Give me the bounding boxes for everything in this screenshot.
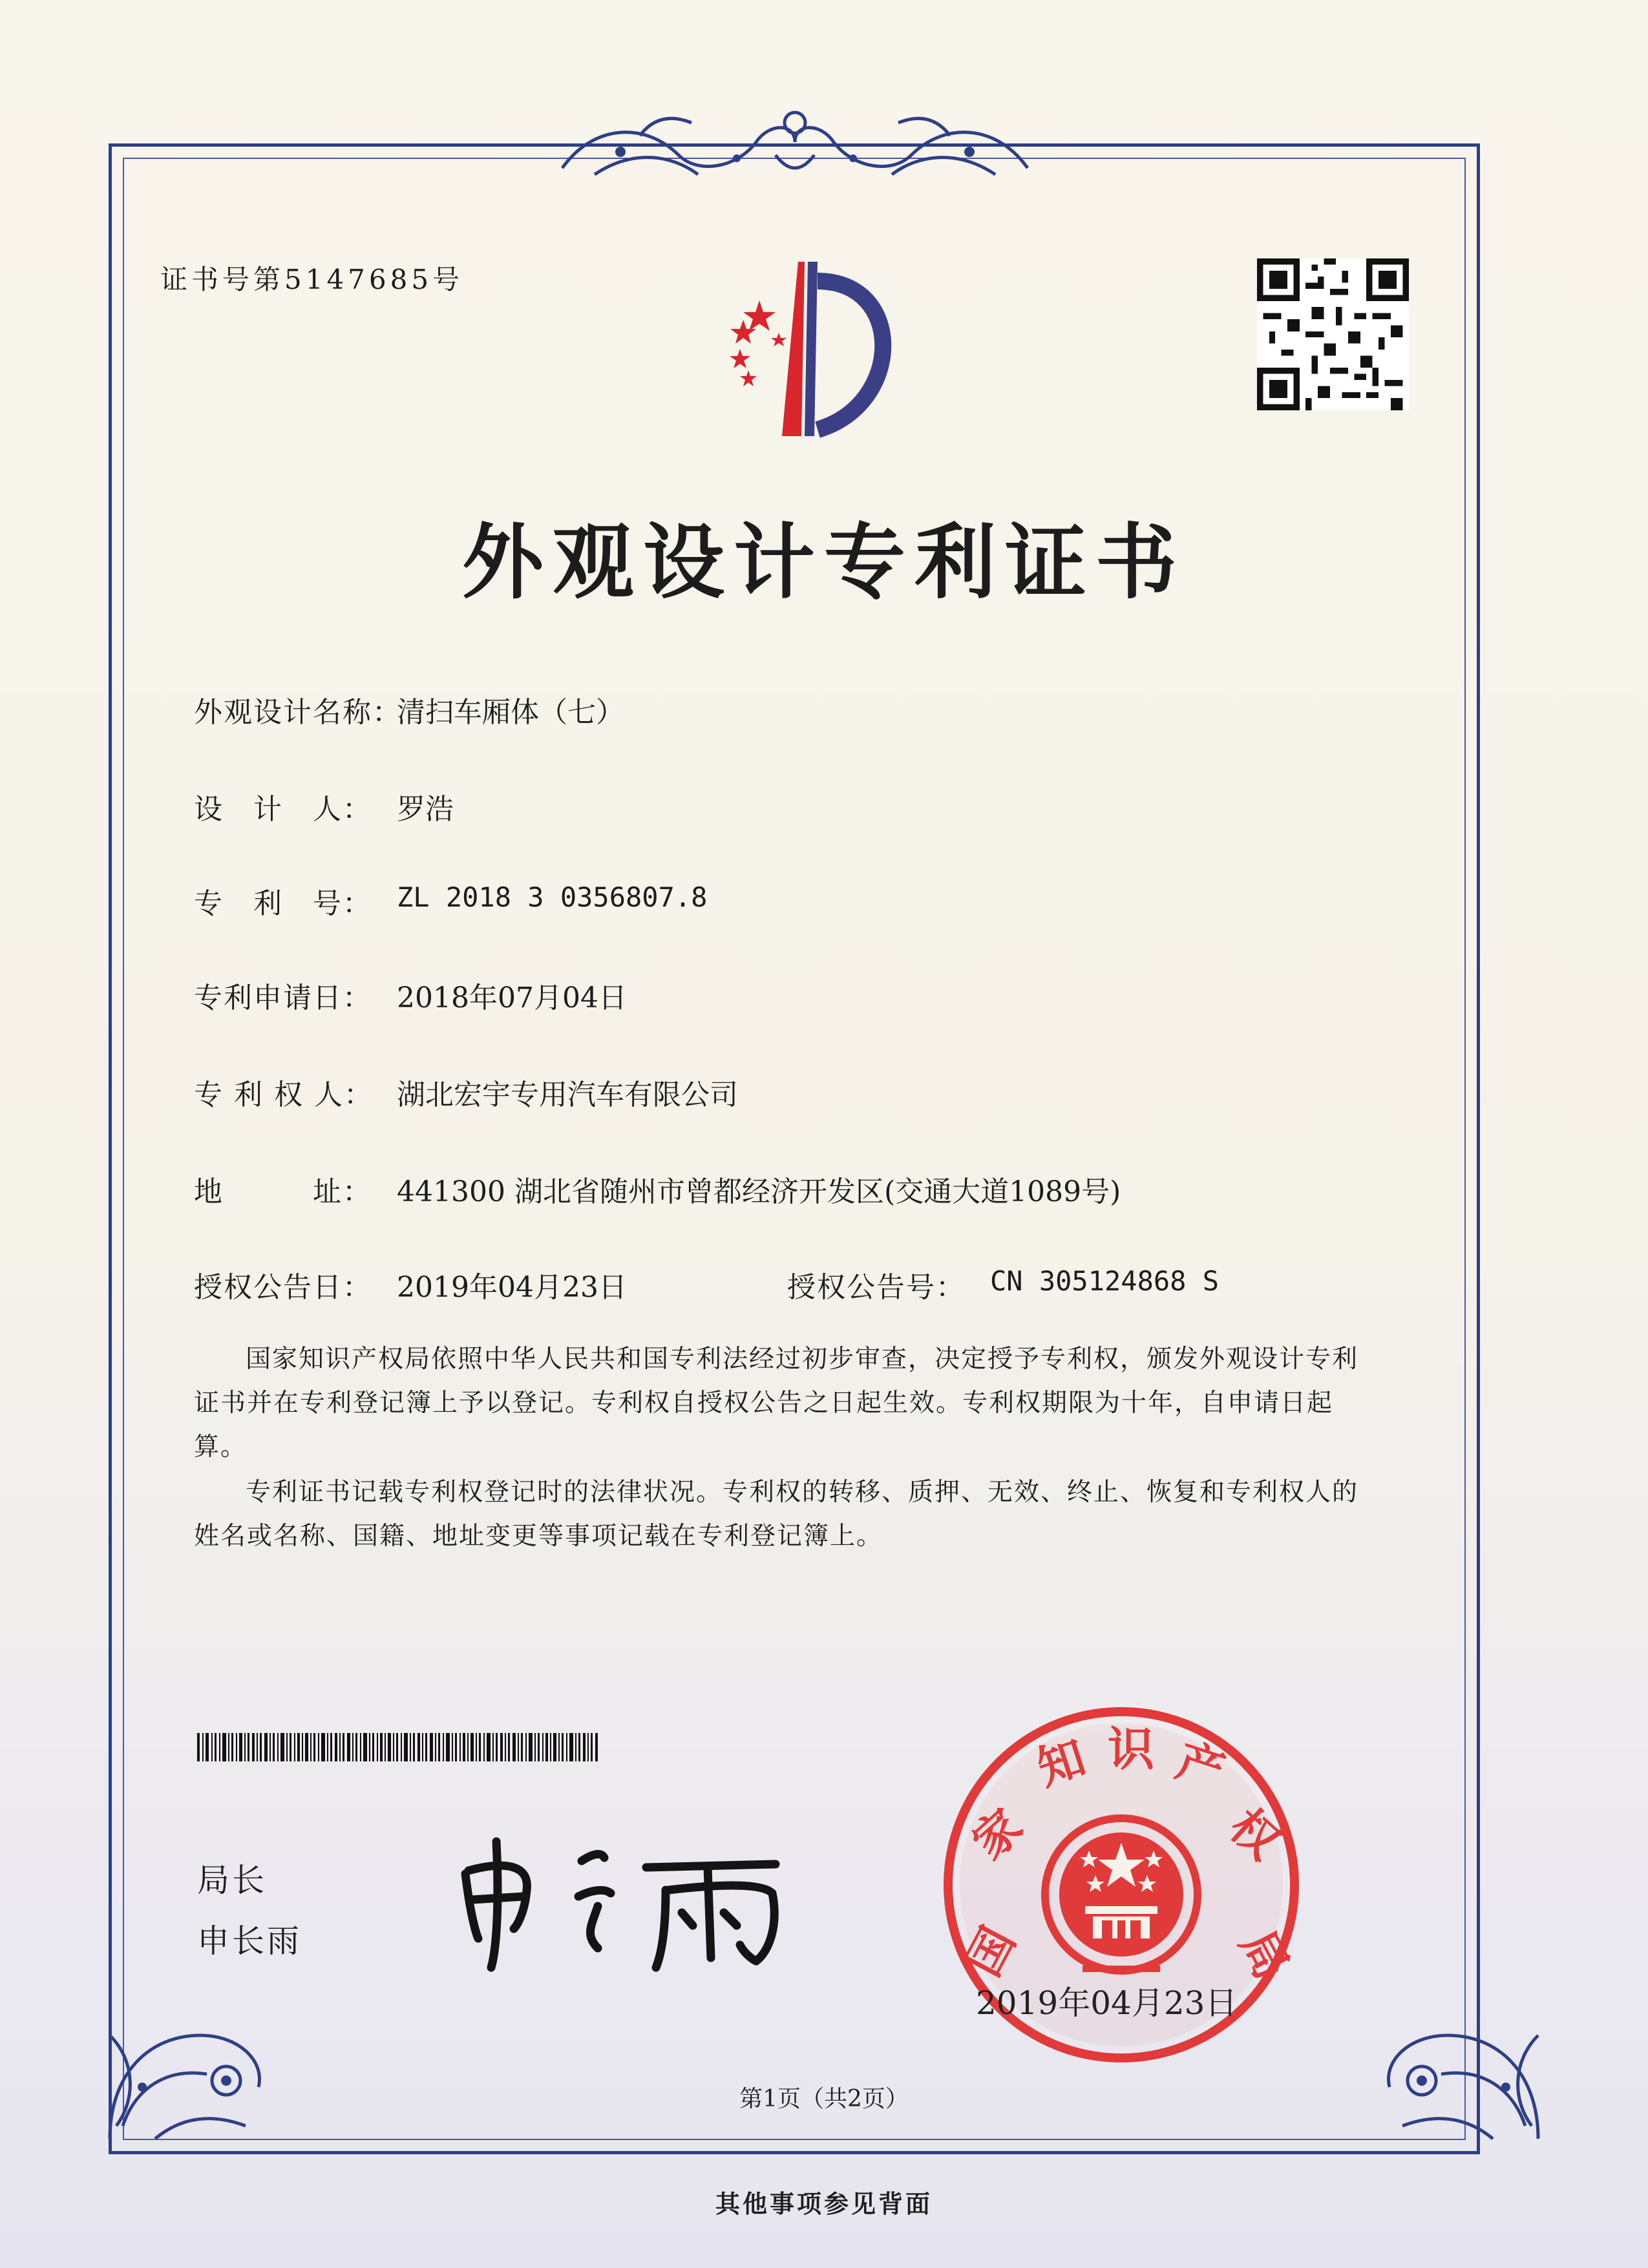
patentee-label: 专 利 权 人： [194,1078,374,1111]
svg-text:识: 识 [1107,1722,1155,1776]
seal-date: 2019年04月23日 [976,1984,1238,2022]
svg-text:权: 权 [1219,1798,1291,1870]
address-label: 地 址： [194,1175,372,1208]
grant-date-value: 2019年04月23日 [397,1271,627,1304]
designer-value: 罗浩 [397,793,454,826]
address-value: 441300 湖北省随州市曾都经济开发区(交通大道1089号) [397,1175,1121,1208]
body-paragraph-1: 国家知识产权局依照中华人民共和国专利法经过初步审查，决定授予专利权，颁发外观设计专利证书并在专利登记簿上予以登记。专利权自授权公告之日起生效。专利权期限为十年，自申请日起算。 [194,1345,1359,1462]
body-paragraph-2: 专利证书记载专利权登记时的法律状况。专利权的转移、质押、无效、终止、恢复和专利权人的姓名或名称、国籍、地址变更等事项记载在专利登记簿上。 [194,1478,1359,1551]
svg-text:局: 局 [1230,1921,1300,1988]
filing-date-label: 专利申请日： [194,982,372,1014]
patentee-value: 湖北宏宇专用汽车有限公司 [397,1078,738,1111]
grant-date-label: 授权公告日： [194,1271,372,1304]
patent-number-label: 专 利 号： [194,887,372,920]
bottom-left-ornament [97,1958,291,2152]
director-title: 局长 [197,1862,267,1899]
design-name-value: 清扫车厢体（七） [397,696,624,729]
page-number: 第1页（共2页） [739,2086,909,2112]
designer-label: 设 计 人： [194,793,372,826]
footer-note: 其他事项参见背面 [715,2189,933,2218]
certificate-number: 证书号第5147685号 [160,264,464,295]
grant-number-label: 授权公告号： [787,1271,966,1304]
patent-number-value: ZL 2018 3 0356807.8 [397,881,708,913]
grant-number-value: CN 305124868 S [990,1265,1220,1297]
barcode-icon [197,1733,598,1761]
cnipa-logo-icon [672,255,918,449]
svg-text:知: 知 [1031,1730,1092,1796]
design-name-label: 外观设计名称： [194,696,402,729]
svg-text:国: 国 [955,1918,1026,1985]
svg-text:产: 产 [1170,1733,1231,1800]
handwritten-signature [452,1829,801,1977]
director-name: 申长雨 [197,1922,302,1960]
qr-code-icon [1257,258,1409,410]
bottom-right-ornament [1357,1958,1551,2152]
svg-text:家: 家 [962,1798,1033,1870]
top-ornament [543,97,1047,194]
filing-date-value: 2018年07月04日 [397,982,627,1014]
document-title: 外观设计专利证书 [462,515,1186,610]
